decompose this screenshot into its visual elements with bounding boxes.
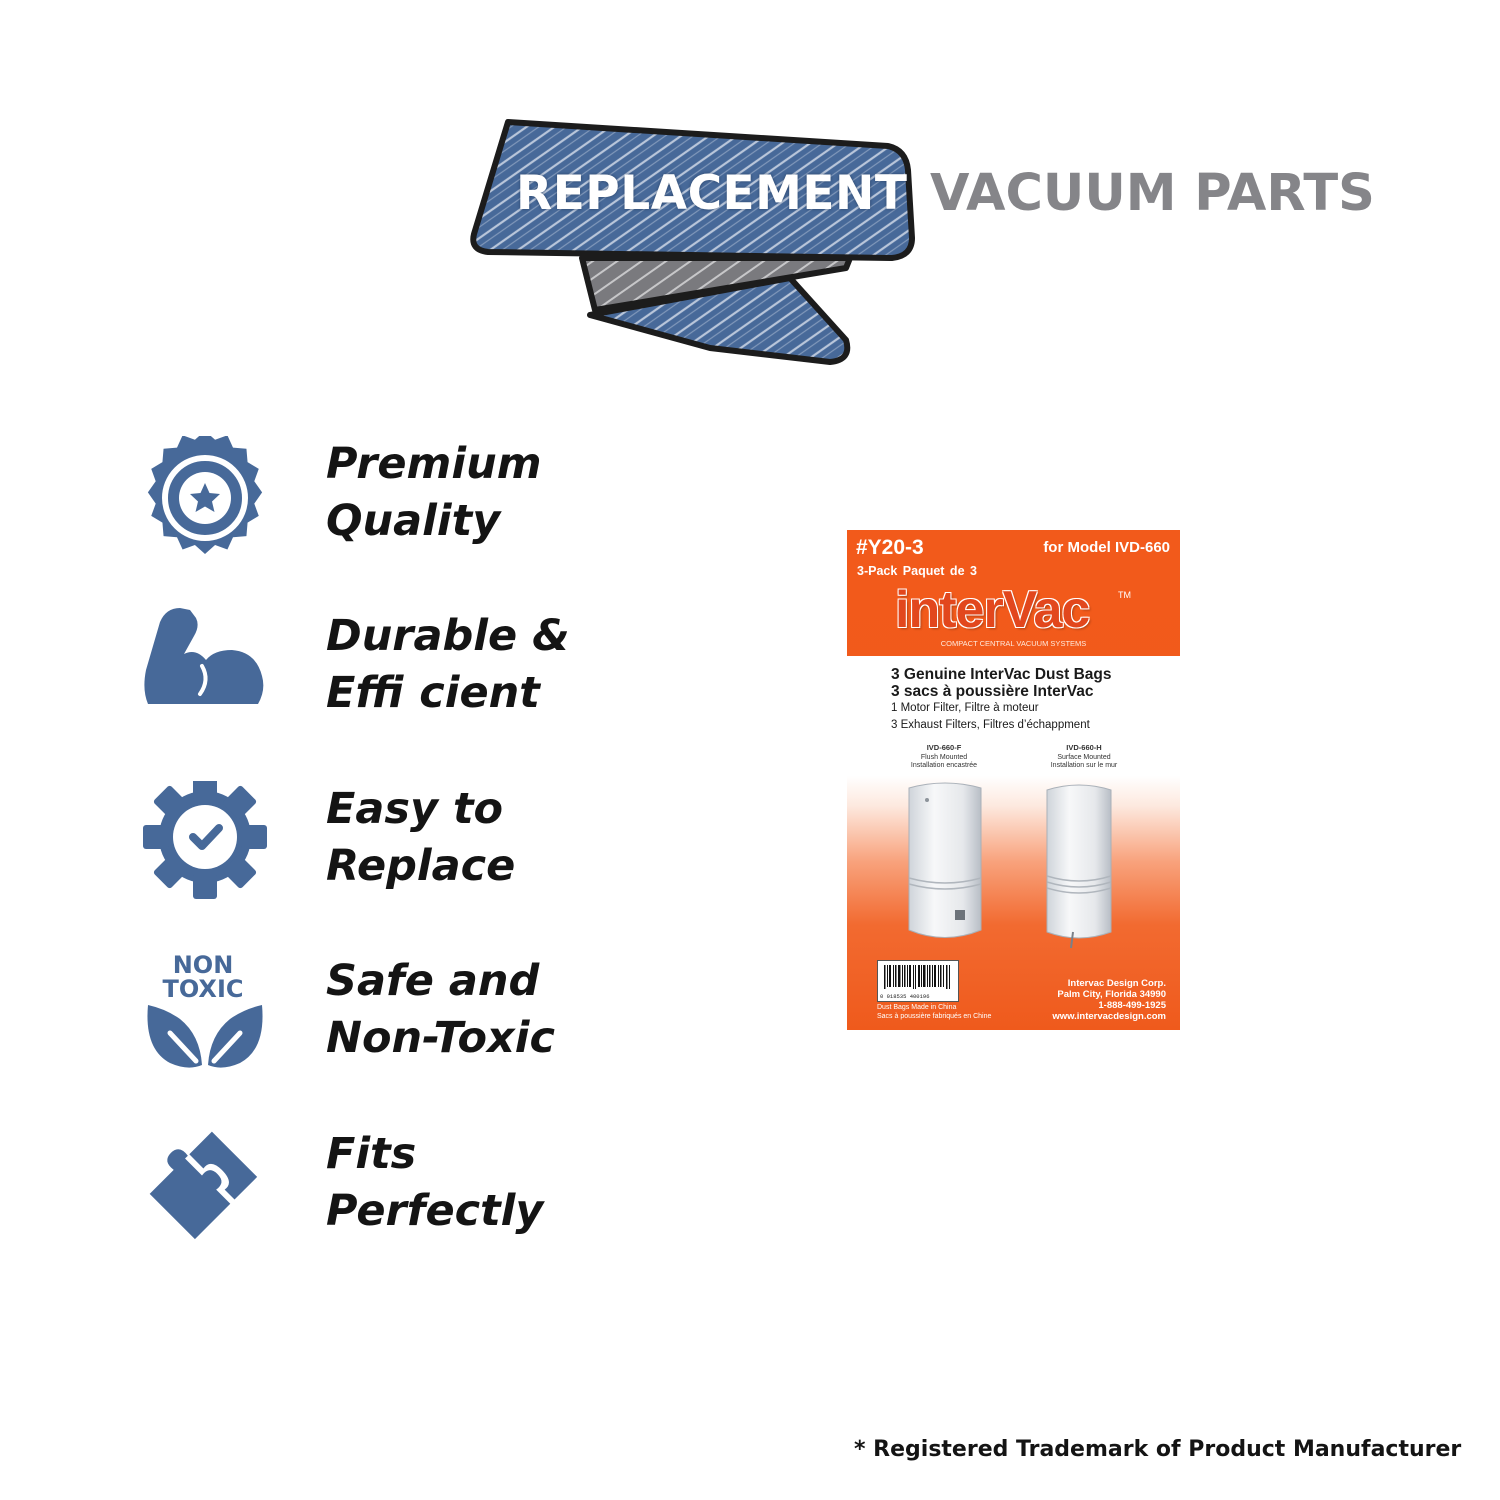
- package-pack-count: 3-Pack Paquet de 3: [857, 564, 977, 578]
- made-in-fr: Sacs à poussière fabriqués en Chine: [877, 1013, 992, 1020]
- package-tm: TM: [1118, 590, 1131, 600]
- left-unit-caption: IVD-660-F Flush Mounted Installation encastrée: [910, 743, 978, 769]
- trademark-note: * Registered Trademark of Product Manufacturer: [854, 1437, 1462, 1462]
- company-info: Intervac Design Corp. Palm City, Florida 34990 1-888-499-1925 www.intervacdesign.com: [1052, 978, 1166, 1022]
- feature-label: Safe and Non-Toxic: [326, 956, 555, 1063]
- barcode: [877, 960, 959, 1002]
- package-tagline: COMPACT CENTRAL VACUUM SYSTEMS: [940, 639, 1087, 648]
- star-badge-icon: [140, 436, 270, 566]
- package-line-1: 3 Genuine InterVac Dust Bags: [891, 666, 1112, 683]
- feature-easy-to-replace: [140, 781, 600, 921]
- flush-mounted-unit-icon: [905, 780, 985, 945]
- feature-durable-efficient: [140, 608, 600, 748]
- made-in-en: Dust Bags Made in China: [877, 1004, 957, 1011]
- product-package-image: [847, 530, 1180, 1030]
- package-line-4: 3 Exhaust Filters, Filtres d’échappment: [891, 719, 1090, 731]
- barcode-number: 0 018535 400196: [880, 993, 930, 1000]
- package-line-3: 1 Motor Filter, Filtre à moteur: [891, 702, 1039, 714]
- gear-check-icon: [140, 781, 270, 911]
- barcode-icon: [878, 961, 956, 991]
- feature-label: Fits Perfectly: [326, 1129, 544, 1236]
- surface-mounted-unit-icon: [1043, 780, 1115, 950]
- feature-label: Premium Quality: [326, 439, 542, 546]
- feature-fits-perfectly: [140, 1126, 600, 1266]
- flexed-arm-icon: [140, 608, 270, 738]
- banner-title: REPLACEMENT: [516, 166, 908, 221]
- replacement-banner: [460, 110, 930, 380]
- right-unit-caption: IVD-660-H Surface Mounted Installation sur le mur: [1050, 743, 1118, 769]
- icon-text-toxic: TOXIC: [162, 975, 244, 1003]
- non-toxic-leaf-icon: [140, 953, 270, 1083]
- package-model: for Model IVD-660: [1043, 539, 1170, 556]
- package-sku: #Y20-3: [856, 536, 924, 559]
- puzzle-pieces-icon: [140, 1126, 270, 1256]
- package-brand-logo: interVac: [895, 581, 1090, 639]
- feature-label: Easy to Replace: [326, 784, 516, 891]
- feature-safe-non-toxic: [140, 953, 600, 1093]
- icon-text-non: NON: [172, 953, 234, 979]
- banner-subtitle: VACUUM PARTS: [930, 164, 1375, 223]
- feature-label: Durable & Effi cient: [326, 611, 570, 718]
- package-line-2: 3 sacs à poussière InterVac: [891, 683, 1094, 700]
- feature-premium-quality: [140, 436, 600, 576]
